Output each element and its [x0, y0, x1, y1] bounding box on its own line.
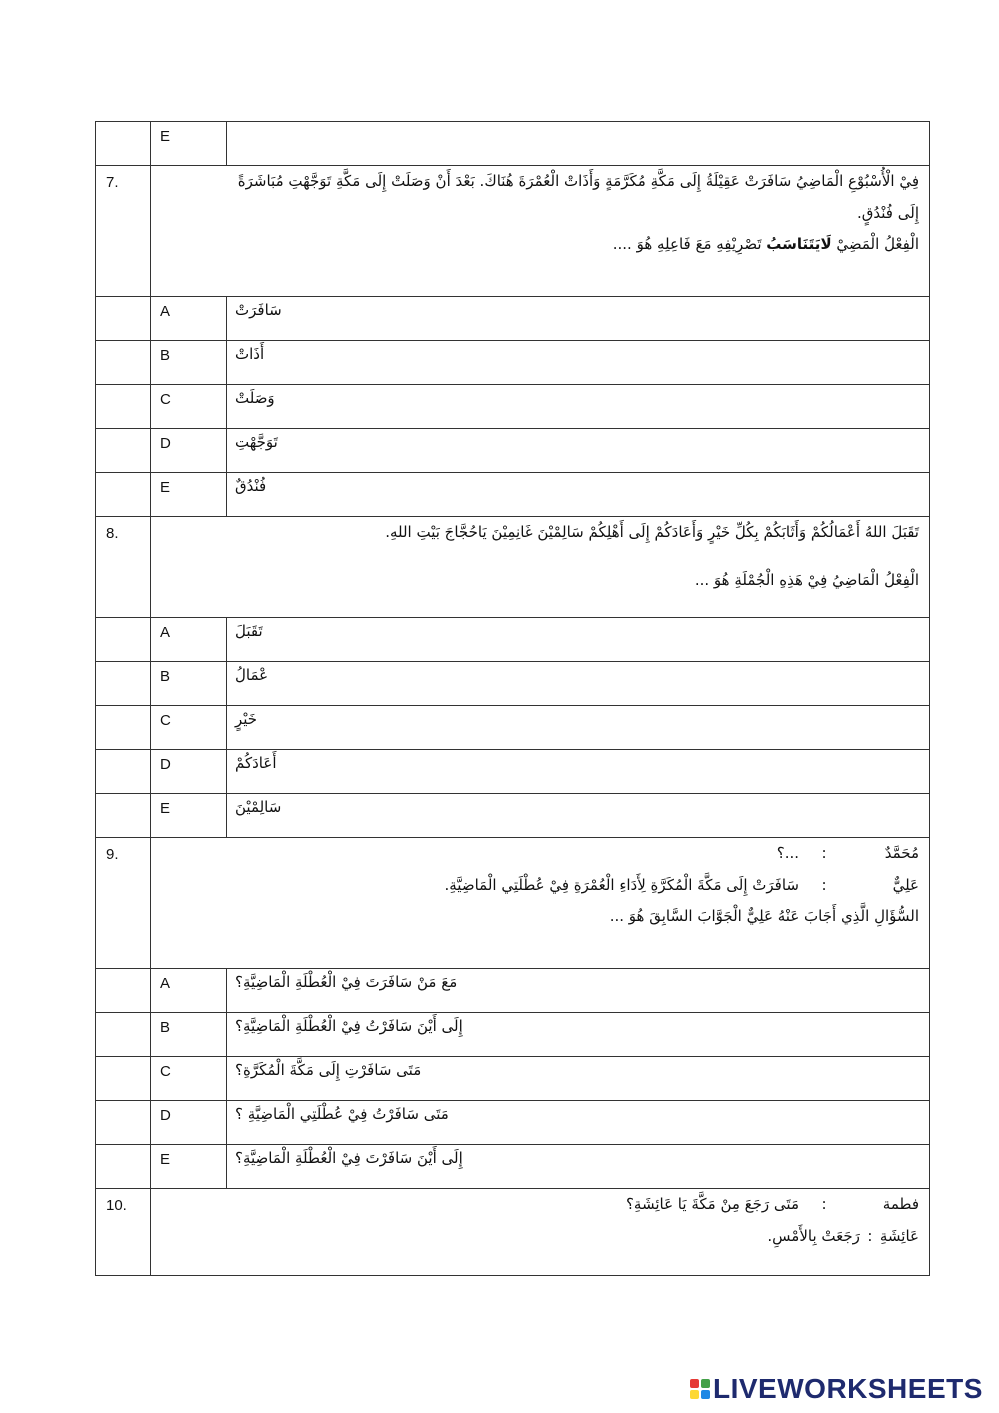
option-letter: C — [151, 385, 227, 429]
option-text[interactable]: مَتَى سَافَرْتِ إِلَى مَكَّةَ الْمُكَرَّةِ؟ — [227, 1057, 930, 1101]
question-ask: الْفِعْلُ الْمَاضِيُ فِيْ هَذِهِ الْجُمْلَةِ هُوَ ... — [694, 570, 919, 589]
q6-option-row — [96, 122, 930, 166]
option-text[interactable]: أَذَاتْ — [227, 341, 930, 385]
speaker: عَائِشَةِ — [879, 1226, 919, 1245]
dialog-line: مُحَمَّدٌ:...؟ — [776, 844, 919, 862]
speaker: عَلِيٌّ — [892, 875, 919, 894]
option-letter: C — [151, 706, 227, 750]
option-row[interactable] — [96, 706, 930, 750]
question-prompt — [151, 517, 930, 618]
dialog-line: عَلِيٌّ:سَافَرَتْ إِلَى مَكَّةَ الْمُكَرَّةِ لِأَدَاءِ الْعُمْرَةِ فِيْ عُطْلَتِي الْمَاضِيَّةِ. — [444, 875, 919, 894]
option-letter: E — [151, 473, 227, 517]
option-row[interactable] — [96, 794, 930, 838]
option-row[interactable] — [96, 429, 930, 473]
option-text[interactable]: مَعَ مَنْ سَافَرَتَ فِيْ الْعُطْلَةِ الْمَاضِيَّةِ؟ — [227, 969, 930, 1013]
option-text[interactable]: إِلَى أَيْنَ سَافَرْتُ فِيْ الْعُطْلَةِ الْمَاضِيَّةِ؟ — [227, 1013, 930, 1057]
option-text[interactable]: عْمَالُ — [227, 662, 930, 706]
prompt-line: فِيْ الْأُسْبُوْعِ الْمَاضِيُ سَافَرَتْ عَقِيْلَةُ إِلَى مَكَّةِ مُكَرَّمَةٍ وَأَذَاتْ الْعُمْرَةَ هُنَاكَ. بَعْدَ أَنْ وَصَلَتْ إِلَى مَكَّةِ تَوَجَّهْتِ مُبَاشَرَةً — [237, 172, 919, 190]
option-letter: B — [151, 1013, 227, 1057]
option-row[interactable] — [96, 1145, 930, 1189]
option-letter: D — [151, 429, 227, 473]
option-row[interactable] — [96, 385, 930, 429]
question-prompt — [151, 1189, 930, 1276]
option-row[interactable] — [96, 297, 930, 341]
option-row[interactable] — [96, 341, 930, 385]
option-text[interactable]: تَقَبَلَ — [227, 618, 930, 662]
question-number: 10. — [96, 1189, 151, 1276]
option-row[interactable] — [96, 969, 930, 1013]
answer-field[interactable] — [227, 122, 930, 166]
question-row-8 — [96, 517, 930, 618]
option-letter: E — [151, 1145, 227, 1189]
ask-pre: الْفِعْلُ الْمَضِيْ — [831, 235, 919, 253]
speech: رَجَعَتْ بِالأَمْسِ. — [767, 1226, 860, 1245]
option-letter: B — [151, 341, 227, 385]
option-text[interactable]: مَتَى سَافَرْتُ فِيْ عُطْلَتِي الْمَاضِيَّةِ ؟ — [227, 1101, 930, 1145]
option-text[interactable]: سَافَرَتْ — [227, 297, 930, 341]
option-text[interactable]: أَعَادَكُمْ — [227, 750, 930, 794]
option-letter: D — [151, 1101, 227, 1145]
speech: سَافَرَتْ إِلَى مَكَّةَ الْمُكَرَّةِ لِأَدَاءِ الْعُمْرَةِ فِيْ عُطْلَتِي الْمَاضِيَّةِ. — [444, 875, 799, 894]
option-row[interactable] — [96, 473, 930, 517]
dialog-line: فطمة:مَتَى رَجَعَ مِنْ مَكَّةَ يَا عَائِشَةِ؟ — [625, 1195, 919, 1213]
speaker: فطمة — [882, 1195, 919, 1213]
logo-mark-icon — [690, 1379, 710, 1399]
option-text[interactable]: وَصَلَتْ — [227, 385, 930, 429]
option-text[interactable]: خَيْرٍ — [227, 706, 930, 750]
option-text[interactable]: فُنْدُقٌ — [227, 473, 930, 517]
option-letter: D — [151, 750, 227, 794]
question-number: 7. — [96, 166, 151, 297]
option-row[interactable] — [96, 618, 930, 662]
question-number: 8. — [96, 517, 151, 618]
question-ask: السُّؤَالِ الَّذِي أَجَابَ عَنْهُ عَلِيٌّ الْجَوَّابَ السَّابِقَ هُوَ ... — [609, 907, 919, 925]
speech: مَتَى رَجَعَ مِنْ مَكَّةَ يَا عَائِشَةِ؟ — [625, 1195, 799, 1213]
option-letter: A — [151, 297, 227, 341]
dialog-line: عَائِشَةِ:رَجَعَتْ بِالأَمْسِ. — [767, 1226, 919, 1245]
option-row[interactable] — [96, 1101, 930, 1145]
option-text[interactable]: سَالِمْيْنَ — [227, 794, 930, 838]
ask-post: تَصْرِيْفِهِ مَعَ فَاعِلِهِ هُوَ .... — [612, 235, 767, 253]
option-row[interactable] — [96, 662, 930, 706]
question-row-7 — [96, 166, 930, 297]
speech: ...؟ — [776, 844, 799, 862]
question-number-cell — [96, 122, 151, 166]
prompt-line: إِلَى فُنْدُقٍ. — [857, 203, 919, 222]
question-ask — [161, 235, 919, 255]
option-row[interactable] — [96, 750, 930, 794]
option-text[interactable]: إِلَى أَيْنَ سَافَرْتَ فِيْ الْعُطْلَةِ الْمَاضِيَّةِ؟ — [227, 1145, 930, 1189]
speaker: مُحَمَّدٌ — [884, 844, 919, 862]
option-letter: E — [151, 122, 227, 166]
liveworksheets-logo[interactable] — [690, 1374, 983, 1404]
option-text[interactable]: تَوَجَّهْتِ — [227, 429, 930, 473]
option-row[interactable] — [96, 1057, 930, 1101]
option-letter: C — [151, 1057, 227, 1101]
logo-text: LIVEWORKSHEETS — [713, 1373, 983, 1404]
option-letter: A — [151, 618, 227, 662]
question-row-9 — [96, 838, 930, 969]
option-letter: A — [151, 969, 227, 1013]
question-prompt — [151, 166, 930, 297]
question-row-10 — [96, 1189, 930, 1276]
ask-emphasis: لَايَتَنَاسَبُ — [766, 235, 832, 253]
option-letter: E — [151, 794, 227, 838]
worksheet-table — [95, 121, 930, 1276]
option-row[interactable] — [96, 1013, 930, 1057]
question-number: 9. — [96, 838, 151, 969]
question-prompt — [151, 838, 930, 969]
prompt-line: تَقَبَلَ اللهُ أَعْمَالُكُمْ وَأَثَابَكُمْ بِكُلِّ خَيْرٍ وَأَعَادَكُمْ إِلَى أَهْلِكُمْ سَالِمْيْنَ غَانِمِيْنَ يَاحُجَّاجَ بَيْتِ اللهِ. — [385, 523, 919, 541]
option-letter: B — [151, 662, 227, 706]
